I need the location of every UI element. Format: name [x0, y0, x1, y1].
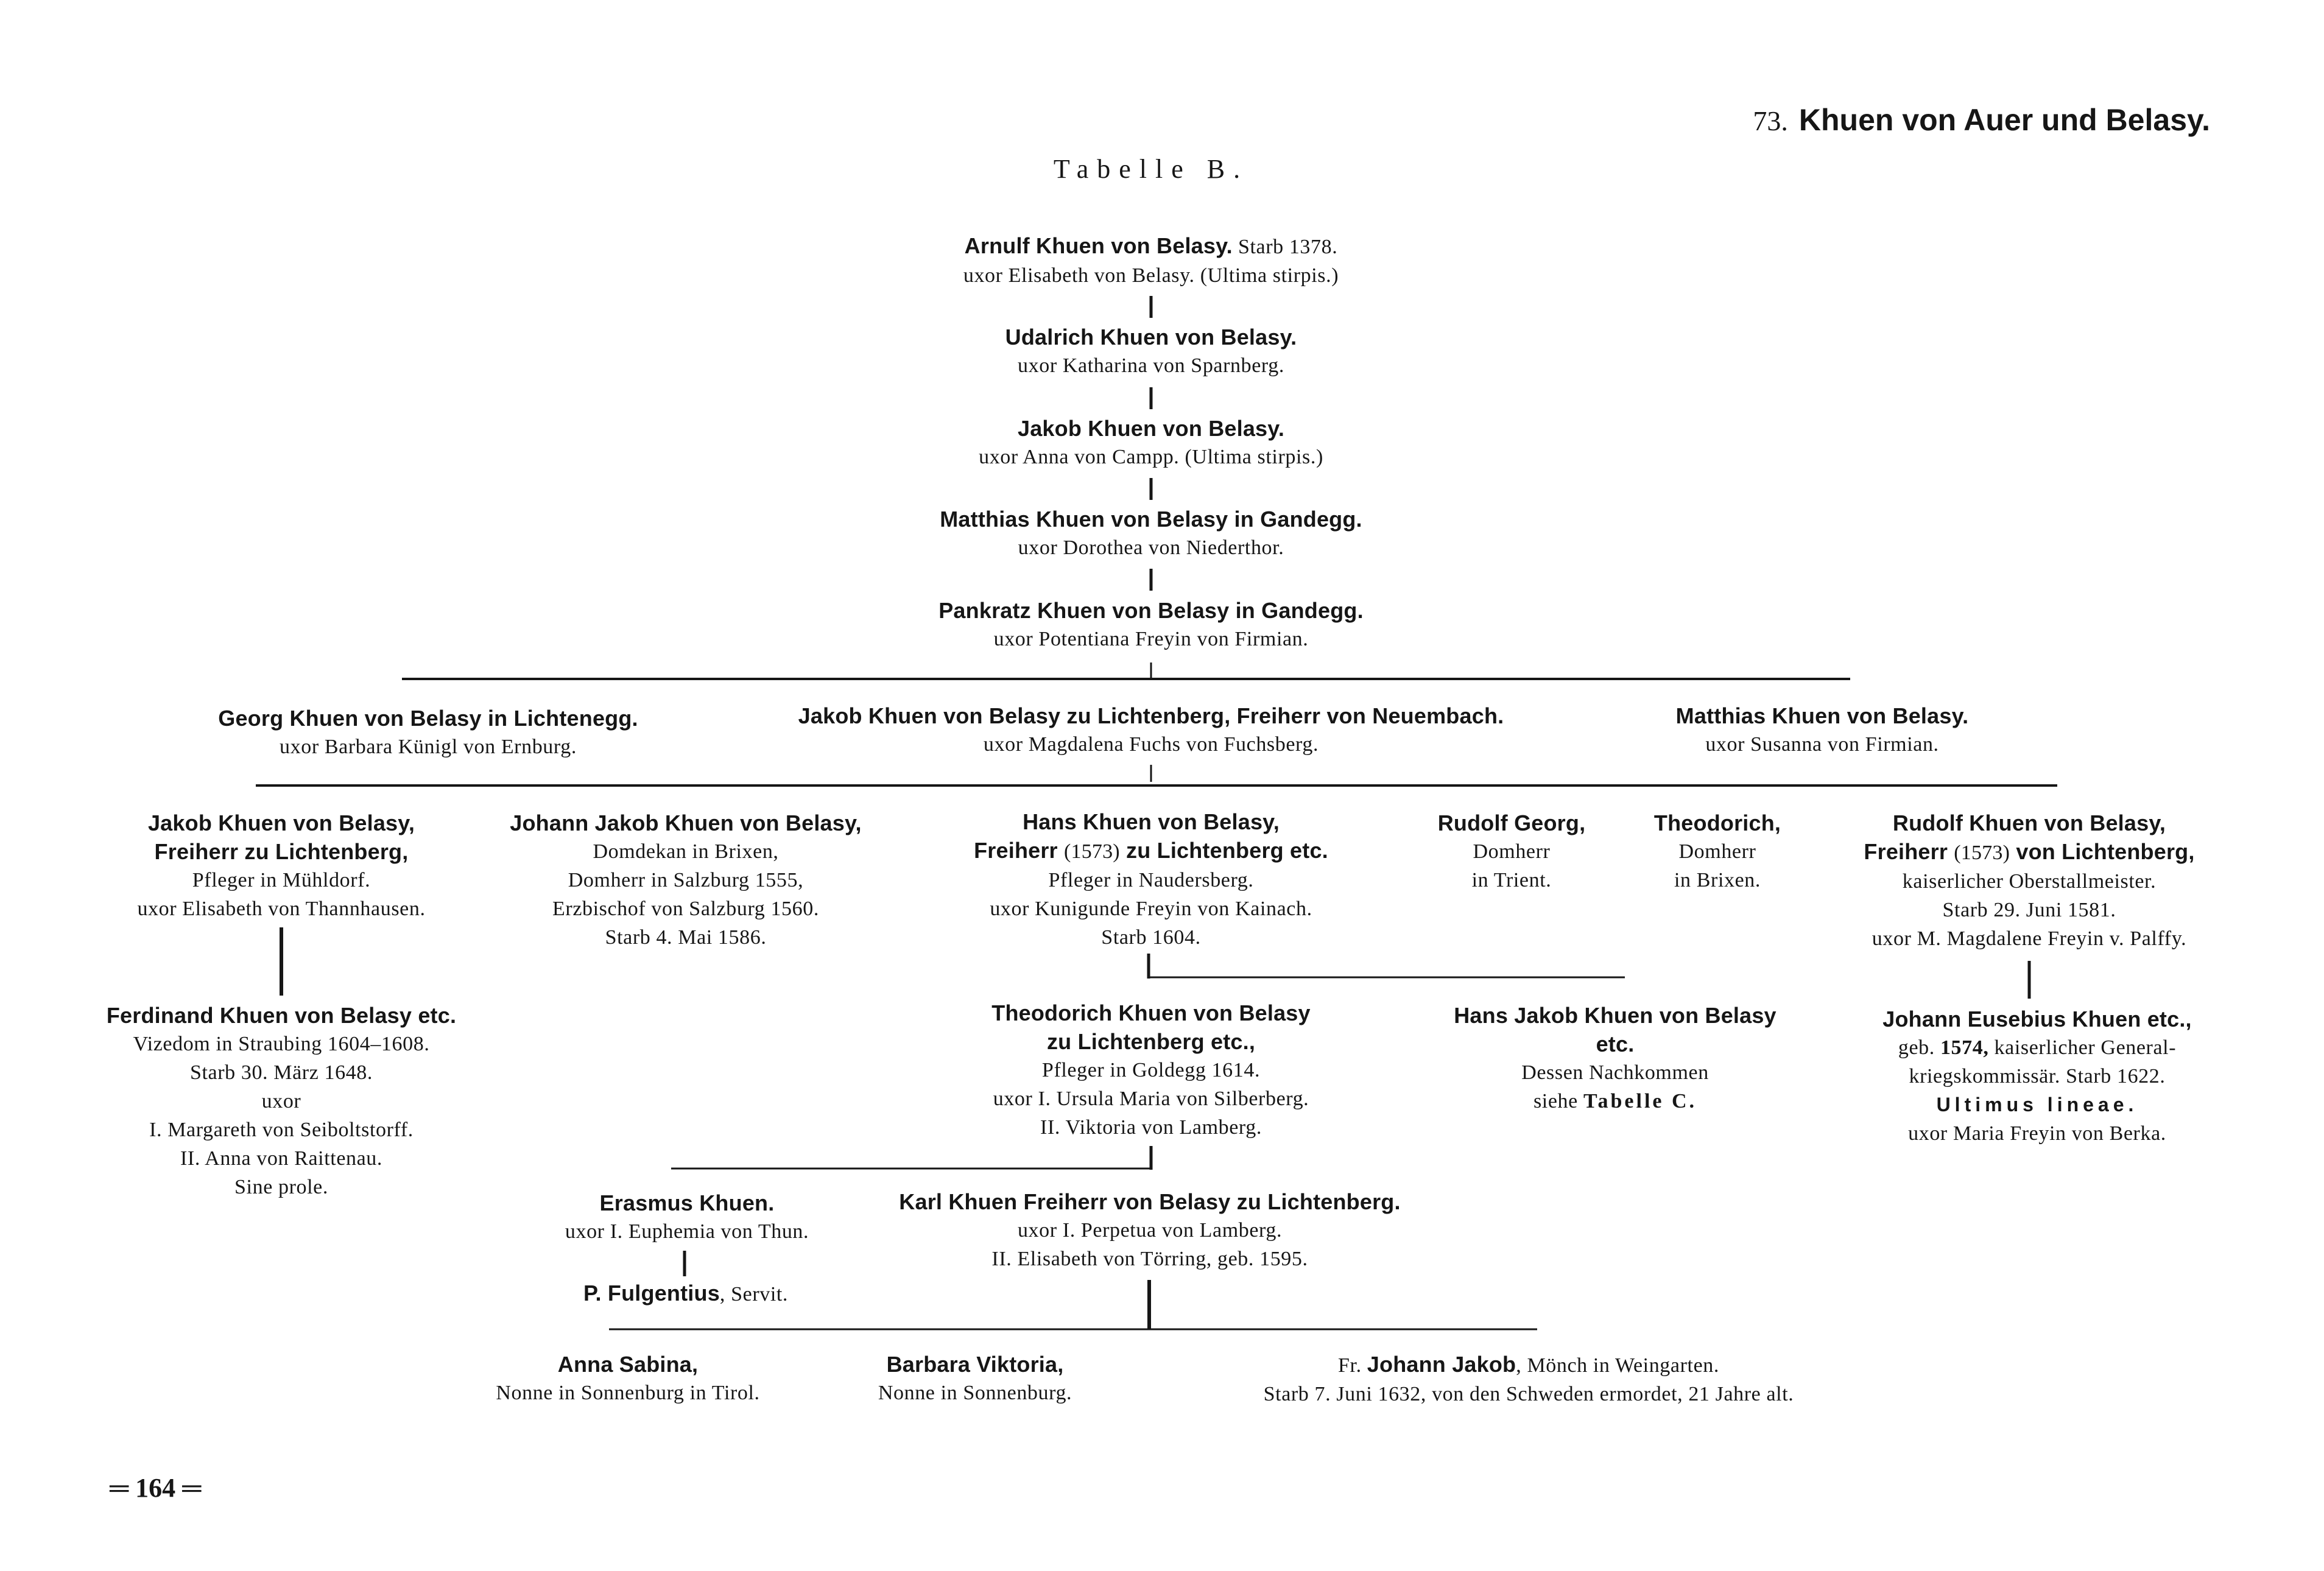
person-hans-jakob: [1454, 1001, 1776, 1116]
person-johann-eusebius: [1882, 1005, 2191, 1148]
death-note: Starb 30. März 1648.: [189, 1061, 373, 1084]
spouse-line: uxor Elisabeth von Thannhausen.: [137, 898, 426, 920]
person-name: Anna Sabina,: [557, 1352, 699, 1377]
office-line: geb. 1574, kaiserlicher General-: [1898, 1036, 2177, 1059]
note-line: Nonne in Sonnenburg.: [878, 1382, 1072, 1404]
person-name: Matthias Khuen von Belasy in Gandegg.: [940, 507, 1362, 532]
person-title: Freiherr (1573) von Lichtenberg,: [1864, 839, 2195, 864]
person-title: Freiherr (1573) zu Lichtenberg etc.: [974, 838, 1328, 863]
note-line: Sine prole.: [234, 1176, 328, 1198]
person-matthias-g4: [940, 505, 1362, 562]
person-anna-sabina: [496, 1350, 759, 1407]
note-line: Nonne in Sonnenburg in Tirol.: [496, 1382, 760, 1404]
spouse-line: uxor I. Ursula Maria von Silberberg.: [993, 1088, 1309, 1110]
spouse-line: uxor Dorothea von Niederthor.: [1018, 536, 1284, 559]
spouse-line: uxor Maria Freyin von Berka.: [1908, 1122, 2166, 1145]
person-jakob-neuembach: [798, 701, 1504, 759]
person-name: Georg Khuen von Belasy in Lichtenegg.: [218, 706, 638, 731]
office-line: Domherr in Salzburg 1555,: [568, 869, 804, 891]
spouse-line: uxor Magdalena Fuchs von Fuchsberg.: [983, 733, 1319, 756]
office-line: Pfleger in Mühldorf.: [192, 869, 371, 891]
spouse-line: II. Viktoria von Lamberg.: [1040, 1116, 1262, 1139]
office-line: in Trient.: [1471, 869, 1552, 891]
person-pankratz: [938, 596, 1364, 653]
person-udalrich: [1005, 323, 1297, 380]
person-fulgentius: [583, 1279, 788, 1309]
cross-reference: siehe Tabelle C.: [1533, 1090, 1697, 1112]
office-line: Pfleger in Naudersberg.: [1048, 869, 1254, 891]
office-line: Domherr: [1473, 840, 1551, 863]
person-name: Karl Khuen Freiherr von Belasy zu Lichtenberg.: [899, 1189, 1401, 1214]
spouse-line: uxor: [261, 1090, 301, 1112]
office-line: Vizedom in Straubing 1604–1608.: [133, 1033, 430, 1055]
spouse-line: II. Anna von Raittenau.: [180, 1147, 383, 1170]
person-name: Johann Jakob: [1367, 1352, 1516, 1377]
death-note: kriegskommissär. Starb 1622.: [1909, 1065, 2166, 1088]
person-erasmus: [565, 1189, 809, 1246]
lineage-note: Ultimus lineae.: [1936, 1094, 2138, 1116]
spouse-line: uxor M. Magdalene Freyin v. Palffy.: [1872, 927, 2187, 950]
office-line: Domherr: [1678, 840, 1756, 863]
person-name: P. Fulgentius: [583, 1281, 720, 1306]
person-theodorich-brixen: [1654, 809, 1781, 894]
person-georg: [218, 704, 638, 761]
spouse-line: uxor Katharina von Sparnberg.: [1018, 354, 1284, 377]
person-name: Erasmus Khuen.: [599, 1190, 775, 1215]
person-name: Jakob Khuen von Belasy,: [147, 810, 415, 835]
person-name: Johann Jakob Khuen von Belasy,: [510, 810, 862, 835]
person-name: Ferdinand Khuen von Belasy etc.: [106, 1003, 457, 1028]
death-note: Starb 4. Mai 1586.: [605, 926, 767, 949]
person-theodorich-goldegg: [991, 999, 1310, 1142]
person-name: Rudolf Khuen von Belasy,: [1892, 810, 2166, 835]
spouse-line: I. Margareth von Seiboltstorff.: [149, 1119, 414, 1141]
person-title: etc.: [1596, 1032, 1635, 1056]
person-johann-jakob-archbishop: [510, 809, 861, 952]
person-title: zu Lichtenberg etc.,: [1046, 1029, 1256, 1054]
person-name: Hans Khuen von Belasy,: [1023, 809, 1280, 834]
person-title: Freiherr zu Lichtenberg,: [154, 839, 409, 864]
page-number: ═ 164 ═: [110, 1473, 202, 1503]
spouse-line: uxor Susanna von Firmian.: [1705, 733, 1939, 756]
death-note: Starb 1378.: [1238, 236, 1338, 258]
person-name: Barbara Viktoria,: [886, 1352, 1064, 1377]
person-name: Jakob Khuen von Belasy zu Lichtenberg, Freiherr von Neuembach.: [798, 703, 1504, 728]
person-rudolf-georg: [1438, 809, 1586, 894]
spouse-line: uxor I. Perpetua von Lamberg.: [1017, 1219, 1283, 1242]
spouse-line: uxor Anna von Campp. (Ultima stirpis.): [979, 446, 1323, 468]
spouse-line: uxor Potentiana Freyin von Firmian.: [993, 628, 1309, 650]
office-line: Erzbischof von Salzburg 1560.: [552, 898, 819, 920]
spouse-line: II. Elisabeth von Törring, geb. 1595.: [991, 1248, 1308, 1270]
family-title: Khuen von Auer und Belasy.: [1798, 103, 2210, 137]
office-line: Domdekan in Brixen,: [593, 840, 779, 863]
order-note: , Servit.: [719, 1283, 789, 1306]
death-note: Starb 7. Juni 1632, von den Schweden ermordet, 21 Jahre alt.: [1263, 1383, 1794, 1405]
person-name: Pankratz Khuen von Belasy in Gandegg.: [938, 598, 1364, 623]
person-name: Matthias Khuen von Belasy.: [1675, 703, 1969, 728]
person-johann-jakob-monk: Fr. Johann Jakob, Mönch in Weingarten. Starb 7. Juni 1632, von den Schweden ermordet, 21 Jahre alt.: [1264, 1350, 1794, 1408]
person-barbara-viktoria: [878, 1350, 1072, 1407]
person-jakob-g3: [979, 414, 1323, 471]
person-karl: [899, 1187, 1400, 1273]
person-ferdinand: [107, 1001, 456, 1201]
spouse-line: uxor Kunigunde Freyin von Kainach.: [990, 898, 1312, 920]
person-name: Arnulf Khuen von Belasy.: [964, 233, 1233, 258]
office-line: kaiserlicher Oberstallmeister.: [1902, 870, 2157, 893]
spouse-line: uxor Elisabeth von Belasy. (Ultima stirpis.): [963, 264, 1339, 287]
person-name: Jakob Khuen von Belasy.: [1017, 416, 1285, 441]
person-name: Hans Jakob Khuen von Belasy: [1454, 1003, 1776, 1028]
person-rudolf: [1864, 809, 2194, 953]
death-note: Starb 29. Juni 1581.: [1942, 899, 2116, 921]
death-note: Starb 1604.: [1101, 926, 1201, 949]
person-name: Johann Eusebius Khuen etc.,: [1882, 1007, 2192, 1032]
spouse-line: uxor Barbara Künigl von Ernburg.: [280, 736, 577, 758]
person-name: Theodorich,: [1653, 810, 1781, 835]
person-hans: [974, 807, 1328, 952]
person-name: Rudolf Georg,: [1437, 810, 1586, 835]
note-line: Dessen Nachkommen: [1521, 1061, 1709, 1084]
office-line: Pfleger in Goldegg 1614.: [1041, 1059, 1261, 1081]
office-line: in Brixen.: [1674, 869, 1761, 891]
person-name: Theodorich Khuen von Belasy: [991, 1000, 1311, 1025]
person-name: Udalrich Khuen von Belasy.: [1005, 325, 1297, 350]
person-arnulf: [963, 231, 1339, 290]
person-jakob-freiherr: [137, 809, 425, 923]
spouse-line: uxor I. Euphemia von Thun.: [565, 1220, 809, 1243]
table-ref-number: 73.: [1753, 105, 1788, 136]
table-title: Tabelle B.: [1053, 154, 1249, 184]
person-matthias-row6: [1676, 701, 1969, 759]
